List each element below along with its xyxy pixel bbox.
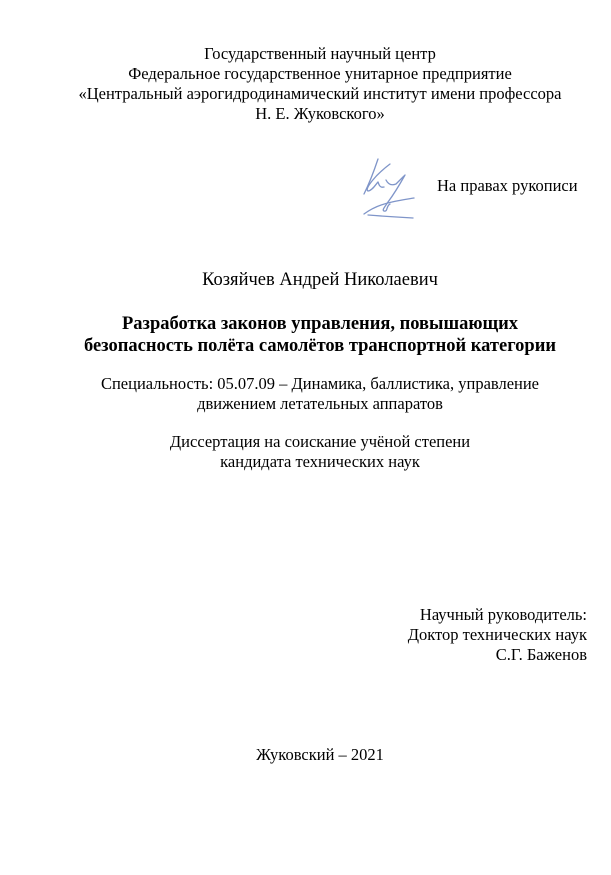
- organization-line: Государственный научный центр: [204, 44, 436, 63]
- supervisor-label: Научный руководитель:: [419, 605, 587, 624]
- thesis-title: [0, 313, 611, 357]
- author-name: [0, 270, 611, 290]
- degree-line: кандидата технических наук: [220, 452, 420, 471]
- author-name-text: Козяйчев Андрей Николаевич: [202, 270, 438, 290]
- rights-notice: На правах рукописи: [437, 176, 578, 195]
- supervisor-title: Доктор технических наук: [407, 625, 587, 644]
- organization-header: [0, 44, 611, 124]
- organization-line: Федеральное государственное унитарное предприятие: [128, 64, 512, 83]
- supervisor-name: С.Г. Баженов: [495, 645, 587, 664]
- degree: [0, 432, 611, 472]
- thesis-title-line: Разработка законов управления, повышающих: [121, 314, 519, 334]
- specialty: [0, 374, 611, 414]
- organization-line: Н. Е. Жуковского»: [255, 104, 385, 123]
- signature-icon: [358, 154, 420, 224]
- thesis-title-line: безопасность полёта самолётов транспортной категории: [83, 336, 557, 356]
- organization-line: «Центральный аэрогидродинамический институт имени профессора: [78, 84, 562, 103]
- specialty-line: движением летательных аппаратов: [197, 394, 443, 413]
- footer-city-year: [0, 745, 611, 765]
- supervisor-block: [408, 605, 587, 665]
- specialty-line: Специальность: 05.07.09 – Динамика, баллистика, управление: [100, 374, 540, 393]
- degree-line: Диссертация на соискание учёной степени: [169, 432, 471, 451]
- footer-text: Жуковский – 2021: [256, 745, 384, 764]
